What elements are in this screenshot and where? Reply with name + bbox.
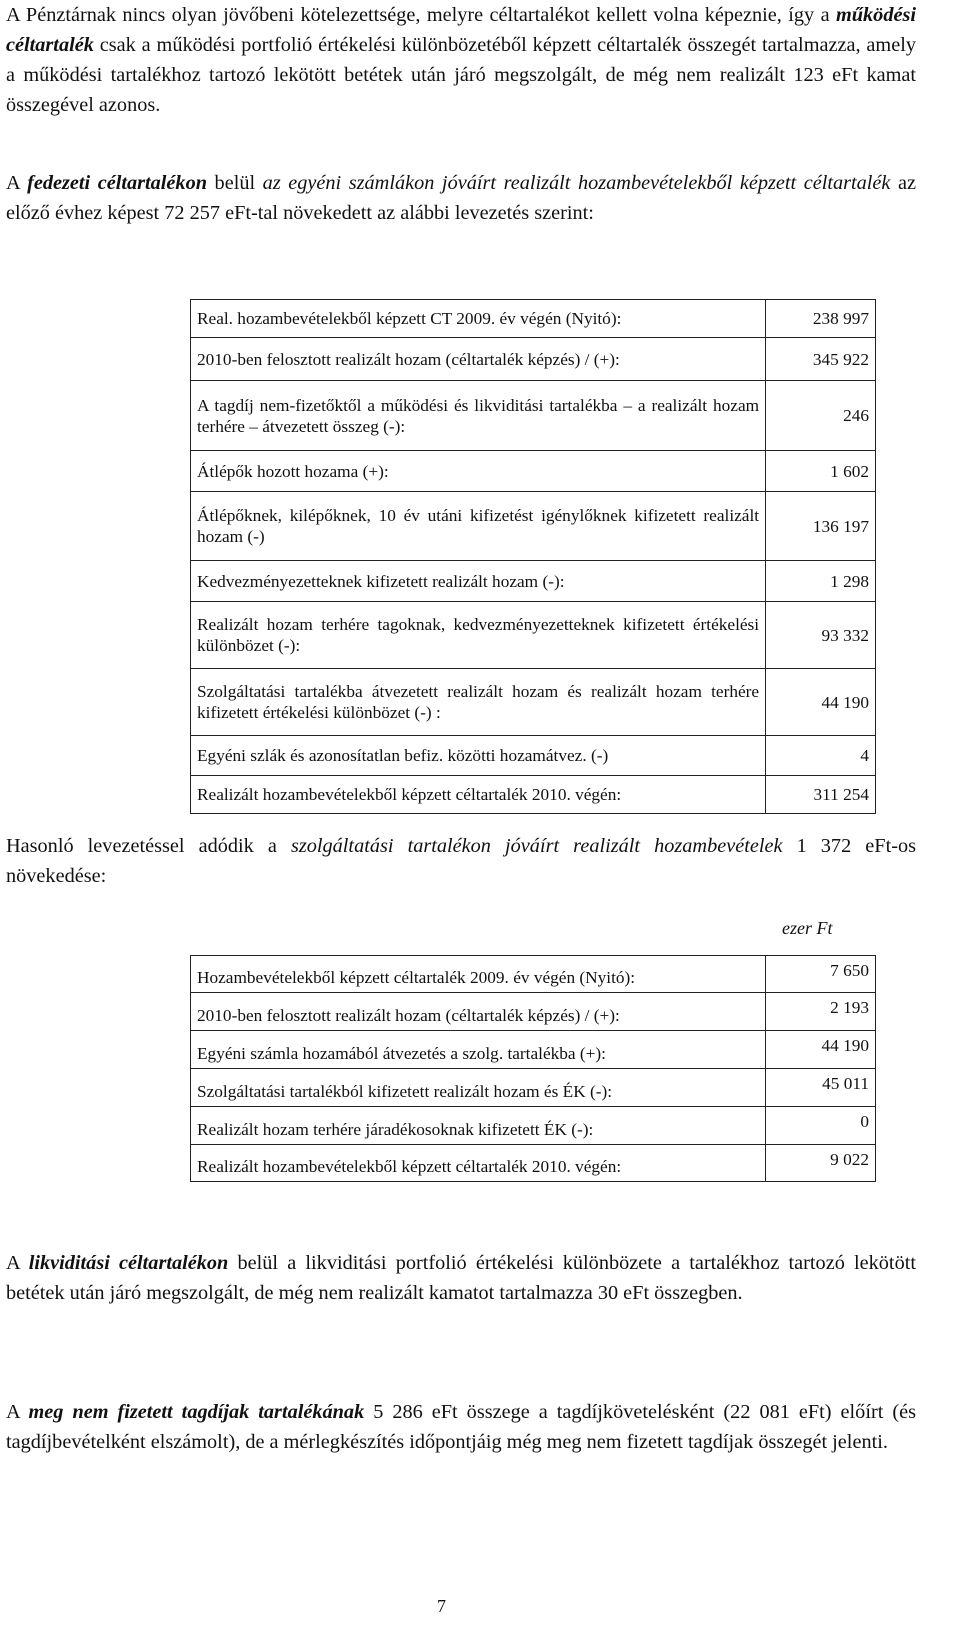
unit-label: ezer Ft — [782, 918, 833, 938]
row-label: Realizált hozam terhére tagoknak, kedvezményezetteknek kifizetett értékelési különbözet (-): — [191, 602, 766, 669]
row-label: Átlépőknek, kilépőknek, 10 év utáni kifizetést igénylőknek kifizetett realizált hozam (-) — [191, 492, 766, 561]
row-label: Realizált hozambevételekből képzett céltartalék 2010. végén: — [191, 1145, 766, 1182]
row-value: 0 — [766, 1107, 876, 1145]
row-label: Átlépők hozott hozama (+): — [191, 451, 766, 492]
row-value: 246 — [766, 381, 876, 451]
row-label: Realizált hozam terhére járadékosoknak kifizetett ÉK (-): — [191, 1107, 766, 1145]
paragraph-liquidity-provision: A likviditási céltartalékon belül a likviditási portfolió értékelési különbözete a tartalékhoz tartozó lekötött betétek után járó megszolgált, de még nem realizált kamatot tartalmazza 30 eFt összegben. — [6, 1252, 916, 1304]
table-row — [191, 338, 876, 381]
row-value: 345 922 — [766, 338, 876, 381]
service-reserve-table — [190, 955, 876, 1182]
row-value: 93 332 — [766, 602, 876, 669]
row-label: 2010-ben felosztott realizált hozam (céltartalék képzés) / (+): — [191, 338, 766, 381]
row-value: 1 602 — [766, 451, 876, 492]
table-row — [191, 993, 876, 1031]
row-label: Szolgáltatási tartalékból kifizetett realizált hozam és ÉK (-): — [191, 1069, 766, 1107]
table-row — [191, 956, 876, 993]
row-value: 7 650 — [766, 956, 876, 993]
table-row — [191, 602, 876, 669]
row-value: 238 997 — [766, 300, 876, 338]
table-row — [191, 1107, 876, 1145]
table-row — [191, 1069, 876, 1107]
row-label: A tagdíj nem-fizetőktől a működési és likviditási tartalékba – a realizált hozam terhére – átvezetett összeg (-): — [191, 381, 766, 451]
paragraph-coverage-provision: A fedezeti céltartalékon belül az egyéni számlákon jóváírt realizált hozambevételekből képzett céltartalék az előző évhez képest 72 257 eFt-tal növekedett az alábbi levezetés szerint: — [6, 172, 916, 224]
table-row — [191, 1145, 876, 1182]
coverage-provision-table — [190, 299, 876, 814]
row-label: Realizált hozambevételekből képzett céltartalék 2010. végén: — [191, 776, 766, 814]
row-value: 9 022 — [766, 1145, 876, 1182]
row-label: 2010-ben felosztott realizált hozam (céltartalék képzés) / (+): — [191, 993, 766, 1031]
table-row — [191, 381, 876, 451]
page-number: 7 — [437, 1596, 446, 1616]
row-value: 44 190 — [766, 1031, 876, 1069]
row-value: 136 197 — [766, 492, 876, 561]
row-label: Real. hozambevételekből képzett CT 2009. év végén (Nyitó): — [191, 300, 766, 338]
table-row — [191, 1031, 876, 1069]
table-row — [191, 776, 876, 814]
row-value: 45 011 — [766, 1069, 876, 1107]
table-row — [191, 736, 876, 776]
row-label: Egyéni szlák és azonosítatlan befiz. közötti hozamátvez. (-) — [191, 736, 766, 776]
term-operating-provision: működési céltartalék — [6, 4, 916, 56]
table-row — [191, 300, 876, 338]
row-value: 1 298 — [766, 561, 876, 602]
row-value: 44 190 — [766, 669, 876, 736]
term-coverage-provision: fedezeti céltartalékon — [27, 172, 207, 194]
table-row — [191, 561, 876, 602]
row-label: Egyéni számla hozamából átvezetés a szolg. tartalékba (+): — [191, 1031, 766, 1069]
row-label: Szolgáltatási tartalékba átvezetett realizált hozam és realizált hozam terhére kifizetett értékelési különbözet (-) : — [191, 669, 766, 736]
term-service-reserve: szolgáltatási tartalékon jóváírt realizált hozambevételek — [290, 835, 783, 857]
table-row — [191, 492, 876, 561]
paragraph-unpaid-fees-reserve: A meg nem fizetett tagdíjak tartalékának 5 286 eFt összege a tagdíjkövetelésként (22 081 eFt) előírt (és tagdíjbevételként elszámolt), de a mérlegkészítés időpontjáig még meg nem fizetett tagdíjak összegét jelenti. — [6, 1401, 916, 1453]
row-value: 4 — [766, 736, 876, 776]
row-label: Hozambevételekből képzett céltartalék 2009. év végén (Nyitó): — [191, 956, 766, 993]
row-value: 311 254 — [766, 776, 876, 814]
paragraph-operating-provision: A Pénztárnak nincs olyan jövőbeni kötelezettsége, melyre céltartalékot kellett volna képeznie, így a működési céltartalék csak a működési portfolió értékelési különbözetéből képzett céltartalék összegét tartalmazza, amely a működési tartalékhoz tartozó lekötött betétek után járó megszolgált, de még nem realizált 123 eFt kamat összegével azonos. — [6, 4, 916, 116]
table-row — [191, 451, 876, 492]
term-liquidity-provision: likviditási céltartalékon — [28, 1252, 229, 1274]
table-row — [191, 669, 876, 736]
row-value: 2 193 — [766, 993, 876, 1031]
paragraph-service-reserve: Hasonló levezetéssel adódik a szolgáltatási tartalékon jóváírt realizált hozambevételek 1 372 eFt-os növekedése: — [6, 835, 916, 887]
row-label: Kedvezményezetteknek kifizetett realizált hozam (-): — [191, 561, 766, 602]
term-unpaid-fees-reserve: meg nem fizetett tagdíjak tartalékának — [28, 1401, 365, 1423]
